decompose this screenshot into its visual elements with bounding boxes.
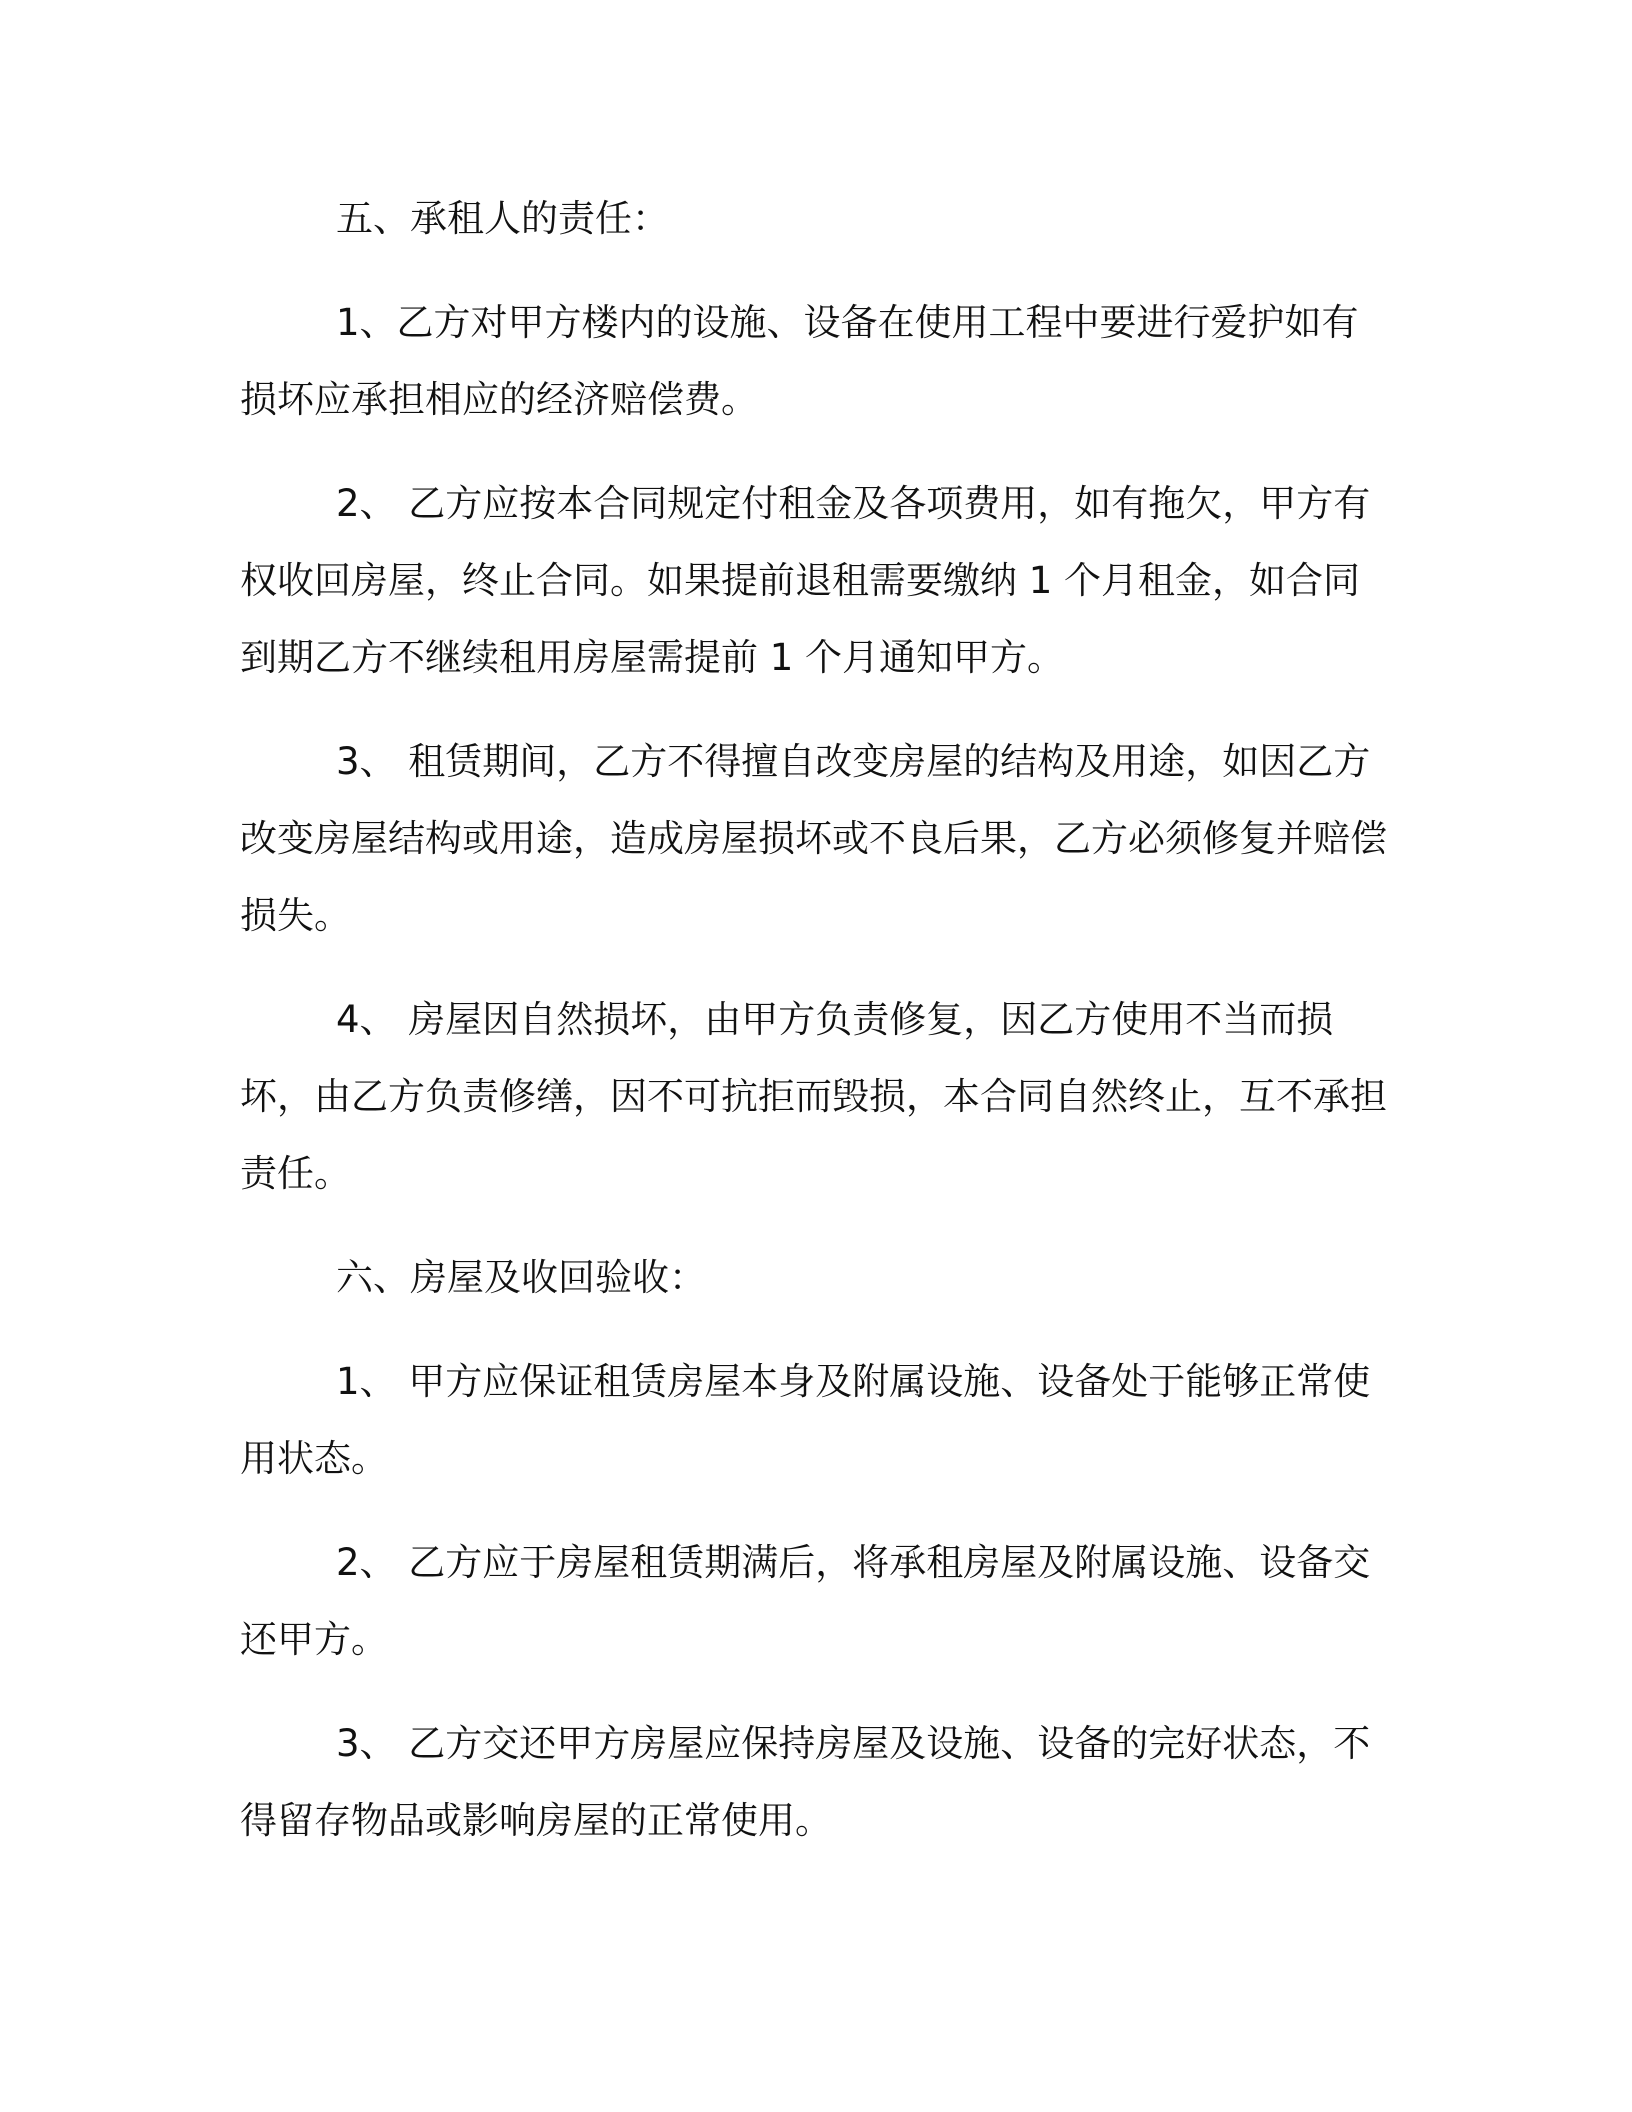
clause-6-2: 2、 乙方应于房屋租赁期满后，将承租房屋及附属设施、设备交还甲方。 bbox=[240, 1541, 1371, 1661]
clause-6-1: 1、 甲方应保证租赁房屋本身及附属设施、设备处于能够正常使用状态。 bbox=[240, 1360, 1371, 1480]
clause-5-2: 2、 乙方应按本合同规定付租金及各项费用，如有拖欠，甲方有权收回房屋，终止合同。如果提前退租需要缴纳 1 个月租金，如合同到期乙方不继续租用房屋需提前 1 个月通知甲方。 bbox=[240, 482, 1371, 679]
document-body bbox=[240, 180, 1390, 1886]
section-heading-6: 六、房屋及收回验收： bbox=[336, 1256, 706, 1299]
clause-5-1: 1、乙方对甲方楼内的设施、设备在使用工程中要进行爱护如有损坏应承担相应的经济赔偿费。 bbox=[240, 301, 1359, 421]
clause-5-4: 4、 房屋因自然损坏，由甲方负责修复，因乙方使用不当而损坏，由乙方负责修缮，因不可抗拒而毁损，本合同自然终止，互不承担责任。 bbox=[240, 998, 1387, 1195]
clause-6-3: 3、 乙方交还甲方房屋应保持房屋及设施、设备的完好状态，不得留存物品或影响房屋的正常使用。 bbox=[240, 1722, 1371, 1842]
clause-5-3: 3、 租赁期间，乙方不得擅自改变房屋的结构及用途，如因乙方改变房屋结构或用途，造成房屋损坏或不良后果，乙方必须修复并赔偿损失。 bbox=[240, 740, 1387, 937]
section-heading-5: 五、承租人的责任： bbox=[336, 197, 669, 240]
